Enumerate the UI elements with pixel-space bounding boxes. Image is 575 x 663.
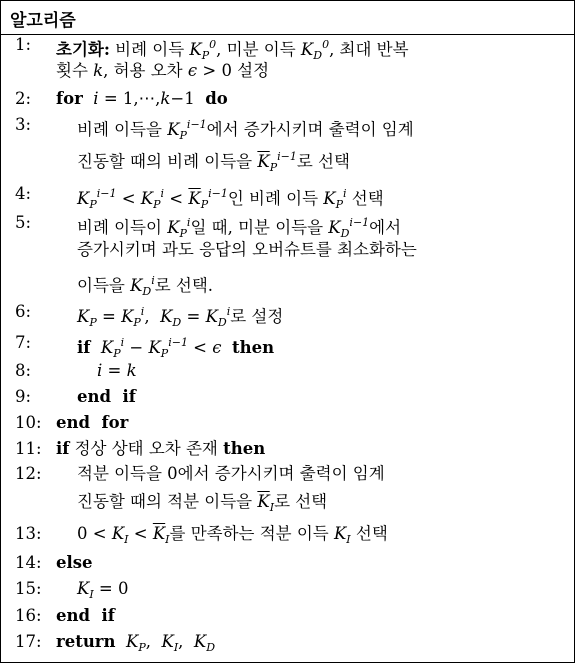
line-number: 11: <box>15 439 42 458</box>
line-text: 비례 이득을 $K_P^{i-1}$에서 증가시키며 출력이 임계 <box>77 118 414 142</box>
line-text: for i = 1,⋯,k−1 do <box>56 89 228 108</box>
line-text: $K_I = 0$ <box>77 579 129 601</box>
line-number: 6: <box>15 302 32 321</box>
line-text: i = k <box>97 361 137 380</box>
line-number: 3: <box>15 115 32 134</box>
line-text: 초기화: 비례 이득 $K_P^0$, 미분 이득 $K_D^0$, 최대 반복 <box>56 38 409 62</box>
line-text: end for <box>56 413 129 432</box>
line-number: 17: <box>15 632 42 651</box>
line-text: return $K_P$, $K_I$, $K_D$ <box>56 632 216 654</box>
line-text: 비례 이득이 $K_P^i$일 때, 미분 이득을 $K_D^{i-1}$에서 <box>77 216 402 240</box>
line-number: 12: <box>15 464 42 483</box>
line-text: 이득을 $K_D^i$로 선택. <box>77 274 214 298</box>
line-number: 4: <box>15 184 32 203</box>
line-text: if $K_P^i - K_P^{i-1} < \epsilon$ then <box>77 336 275 360</box>
line-number: 14: <box>15 553 42 572</box>
line-text: 증가시키며 과도 응답의 오버슈트를 최소화하는 <box>77 240 417 259</box>
line-text: else <box>56 553 93 572</box>
line-number: 16: <box>15 606 42 625</box>
line-number: 13: <box>15 524 42 543</box>
line-text: 진동할 때의 비례 이득을 $\overline{K}_P^{i-1}$로 선택 <box>77 150 350 174</box>
algorithm-header <box>1 1 574 35</box>
line-text: $K_P = K_P^i$, $K_D = K_D^i$로 설정 <box>77 305 284 329</box>
line-number: 9: <box>15 387 32 406</box>
line-number: 5: <box>15 213 32 232</box>
line-number: 8: <box>15 361 32 380</box>
line-text: 진동할 때의 적분 이득을 $\overline{K}_I$로 선택 <box>77 492 328 514</box>
line-text: end if <box>56 606 115 625</box>
line-text: $0 < K_I < \overline{K}_I$를 만족하는 적분 이득 $K_I$ 선택 <box>77 524 388 546</box>
line-number: 2: <box>15 89 32 108</box>
line-number: 7: <box>15 333 32 352</box>
line-number: 1: <box>15 35 32 54</box>
line-text: 횟수 k, 허용 오차 ϵ > 0 설정 <box>56 61 270 80</box>
line-number: 10: <box>15 413 42 432</box>
algorithm-title: 알고리즘 <box>10 11 76 31</box>
line-text: end if <box>77 387 136 406</box>
line-text: $K_P^{i-1} < K_P^i < \overline{K}_P^{i-1}$인 비례 이득 $K_P^i$ 선택 <box>77 187 384 211</box>
line-number: 15: <box>15 579 42 598</box>
line-text: 적분 이득을 0에서 증가시키며 출력이 임계 <box>77 464 385 483</box>
line-text: if 정상 상태 오차 존재 then <box>56 439 266 458</box>
